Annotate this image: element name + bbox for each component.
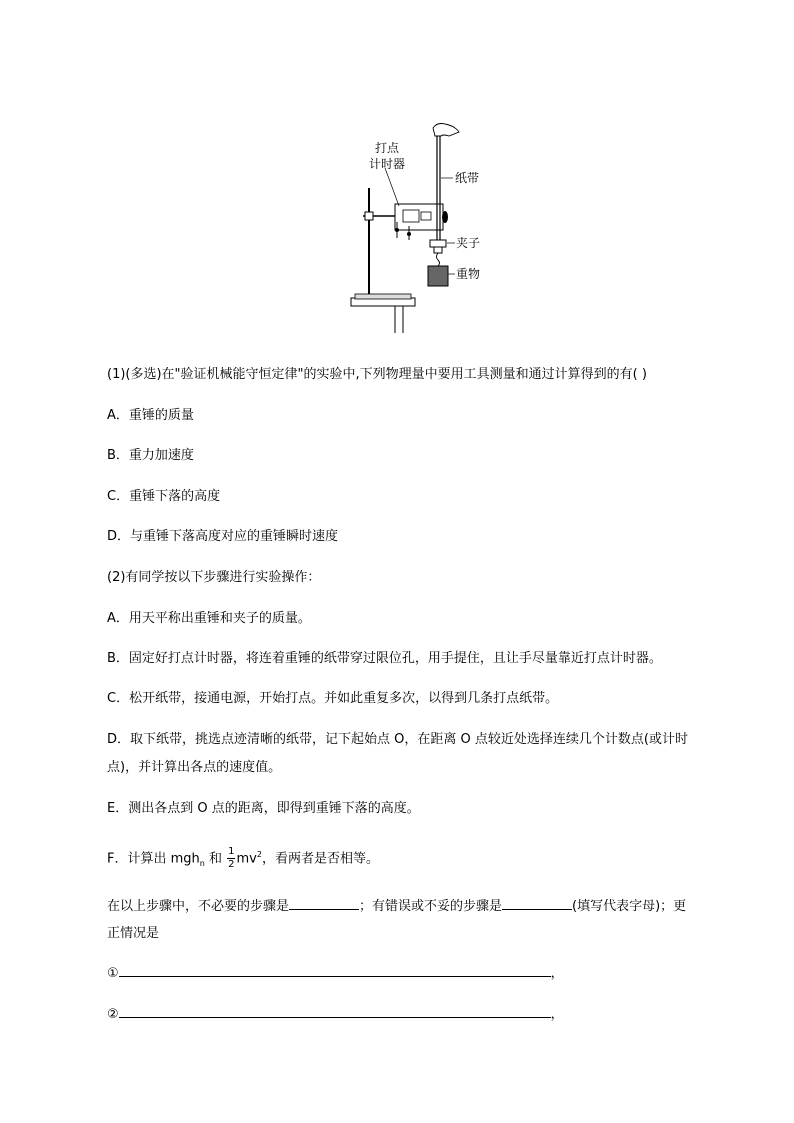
answer-marker-1: ①	[107, 966, 119, 981]
prompt-part1: 在以上步骤中，不必要的步骤是	[107, 899, 290, 914]
fraction-denominator: 2	[228, 859, 235, 871]
answer-comma-2: ，	[550, 1007, 564, 1022]
fraction-half	[227, 846, 235, 871]
hand-icon	[433, 124, 459, 137]
step-f-mv: mv	[236, 851, 257, 867]
blank-wrong-steps[interactable]	[502, 897, 572, 910]
q1-option-c: C．重锤下落的高度	[107, 489, 221, 504]
label-timer-1: 打点	[374, 141, 400, 155]
prompt-line1	[107, 897, 686, 916]
q1-option-a: A．重锤的质量	[107, 408, 194, 423]
answer-line-1	[107, 964, 564, 983]
q1-option-d: D．与重锤下落高度对应的重锤瞬时速度	[107, 529, 339, 544]
q2-stem: (2)有同学按以下步骤进行实验操作：	[107, 570, 321, 585]
stand-base-top	[355, 294, 411, 299]
heavy-weight	[428, 266, 448, 286]
apparatus-figure	[337, 118, 497, 350]
step-f-sup: 2	[256, 850, 262, 859]
answer-marker-2: ②	[107, 1007, 119, 1022]
tape-clamp	[430, 240, 446, 247]
step-f-suffix: ，看两者是否相等。	[261, 851, 379, 867]
limit-hole	[442, 211, 448, 223]
answer-line-2	[107, 1005, 564, 1024]
step-f-prefix: F．计算出 mgh	[107, 851, 200, 867]
q2-step-b: B．固定好打点计时器，将连着重锤的纸带穿过限位孔，用手提住，且让手尽量靠近打点计时器。	[107, 651, 662, 666]
step-f-sub: n	[199, 858, 205, 868]
q2-step-e: E．测出各点到 O 点的距离，即得到重锤下落的高度。	[107, 801, 420, 816]
step-f-and: 和	[204, 851, 227, 867]
q2-step-d-line1: D．取下纸带，挑选点迹清晰的纸带，记下起始点 O，在距离 O 点较近处选择连续几个计数点(或计时	[107, 732, 688, 747]
blank-unnecessary-steps[interactable]	[289, 897, 359, 910]
q2-step-d-line2: 点)，并计算出各点的速度值。	[107, 760, 282, 775]
q2-step-c: C．松开纸带，接通电源，开始打点。并如此重复多次，以得到几条打点纸带。	[107, 691, 559, 706]
prompt-line2: 正情况是	[107, 926, 160, 941]
q1-option-b: B．重力加速度	[107, 448, 194, 463]
fraction-numerator: 1	[228, 846, 235, 858]
label-tape: 纸带	[455, 171, 480, 185]
prompt-part2: ；有错误或不妥的步骤是	[359, 899, 503, 914]
q2-step-f	[107, 842, 379, 877]
answer-blank-2[interactable]	[119, 1005, 551, 1018]
clamp-block	[365, 212, 373, 220]
label-clamp: 夹子	[456, 236, 481, 250]
timer-coil	[403, 210, 419, 222]
label-timer-2: 计时器	[368, 157, 406, 171]
prompt-part3: (填写代表字母)；更	[572, 899, 687, 914]
label-weight: 重物	[456, 267, 481, 281]
answer-blank-1[interactable]	[119, 964, 551, 977]
q1-stem: (1)(多选)在"验证机械能守恒定律"的实验中,下列物理量中要用工具测量和通过计算得到的有( )	[107, 367, 647, 382]
answer-comma-1: ，	[550, 966, 564, 981]
q2-step-a: A．用天平称出重锤和夹子的质量。	[107, 611, 311, 626]
